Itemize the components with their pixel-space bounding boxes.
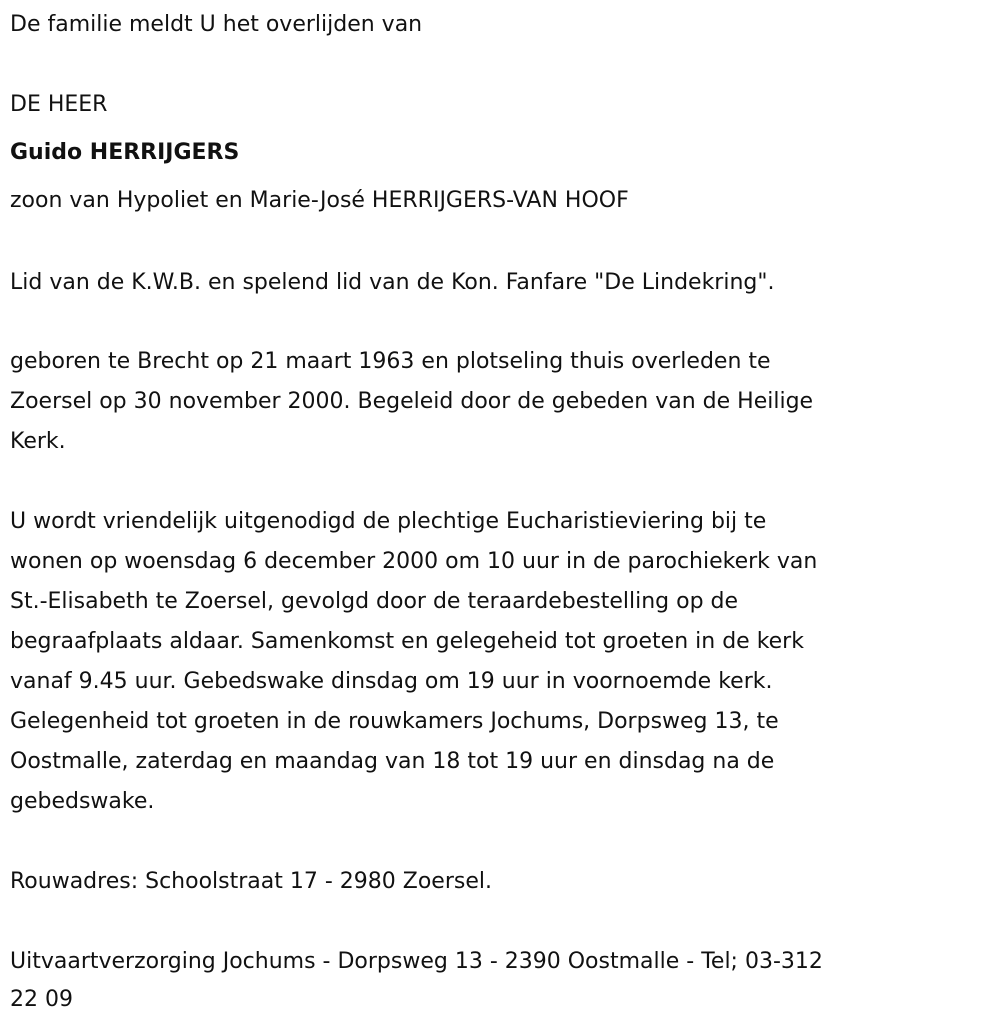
- paragraph-line: begraafplaats aldaar. Samenkomst en gelegeheid tot groeten in de kerk: [10, 629, 804, 654]
- paragraph-line: Uitvaartverzorging Jochums - Dorpsweg 13 - 2390 Oostmalle - Tel; 03-312: [10, 949, 823, 974]
- paragraph-line: vanaf 9.45 uur. Gebedswake dinsdag om 19 uur in voornoemde kerk.: [10, 669, 773, 694]
- mourning-address: Rouwadres: Schoolstraat 17 - 2980 Zoersel.: [10, 869, 492, 894]
- paragraph-line: Zoersel op 30 november 2000. Begeleid door de gebeden van de Heilige: [10, 389, 814, 414]
- paragraph-line: gebedswake.: [10, 789, 155, 814]
- deceased-name: Guido HERRIJGERS: [10, 140, 240, 165]
- membership-text: Lid van de K.W.B. en spelend lid van de Kon. Fanfare "De Lindekring".: [10, 270, 775, 295]
- paragraph-line: St.-Elisabeth te Zoersel, gevolgd door de teraardebestelling op de: [10, 589, 739, 614]
- paragraph-line: wonen op woensdag 6 december 2000 om 10 uur in de parochiekerk van: [10, 549, 818, 574]
- paragraph-line: Oostmalle, zaterdag en maandag van 18 tot 19 uur en dinsdag na de: [10, 749, 775, 774]
- paragraph-line: U wordt vriendelijk uitgenodigd de plechtige Eucharistieviering bij te: [10, 509, 767, 534]
- paragraph-line: Kerk.: [10, 429, 66, 454]
- honorific: DE HEER: [10, 92, 108, 117]
- paragraph-line: Gelegenheid tot groeten in de rouwkamers Jochums, Dorpsweg 13, te: [10, 709, 779, 734]
- paragraph-line: geboren te Brecht op 21 maart 1963 en plotseling thuis overleden te: [10, 349, 771, 374]
- paragraph-line: 22 09: [10, 987, 73, 1012]
- intro-text: De familie meldt U het overlijden van: [10, 12, 423, 37]
- parents-text: zoon van Hypoliet en Marie-José HERRIJGERS-VAN HOOF: [10, 188, 629, 213]
